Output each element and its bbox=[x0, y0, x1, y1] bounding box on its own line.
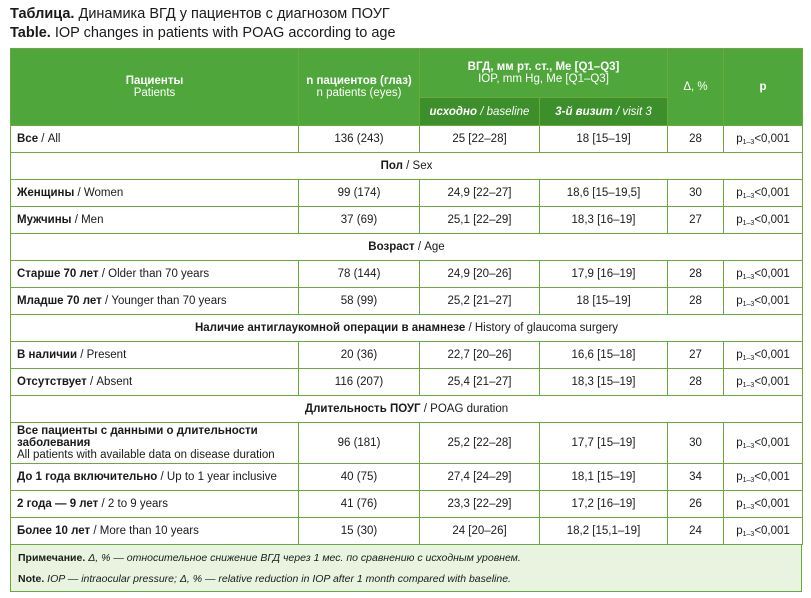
cell-delta: 30 bbox=[668, 180, 724, 207]
header-p: p bbox=[724, 49, 803, 126]
note-ru: Примечание. Δ, % — относительное снижение ВГД через 1 мес. по сравнению с исходным уровнем. bbox=[18, 552, 521, 564]
table-row bbox=[11, 518, 803, 545]
cell-p: $p_{1-3}<0,001$ bbox=[724, 369, 803, 396]
section-row bbox=[11, 315, 803, 342]
row-label: Старше 70 лет / Older than 70 years bbox=[11, 261, 299, 288]
header-n: n пациентов (глаз) n patients (eyes) bbox=[299, 49, 420, 126]
title-en: Table. IOP changes in patients with POAG according to age bbox=[10, 25, 396, 41]
table-row bbox=[11, 207, 803, 234]
cell-p: $p_{1-3}<0,001$ bbox=[724, 464, 803, 491]
table-row bbox=[11, 261, 803, 288]
cell-baseline: 24,9 [20–26] bbox=[420, 261, 540, 288]
header-iop: ВГД, мм рт. ст., Me [Q1–Q3] IOP, mm Hg, Me [Q1–Q3] bbox=[420, 49, 668, 98]
section-row bbox=[11, 234, 803, 261]
cell-p: $p_{1-3}<0,001$ bbox=[724, 518, 803, 545]
cell-visit3: 18 [15–19] bbox=[540, 288, 668, 315]
table-body bbox=[11, 126, 803, 545]
cell-p: $p_{1-3}<0,001$ bbox=[724, 261, 803, 288]
cell-n: 37 (69) bbox=[299, 207, 420, 234]
cell-baseline: 25,2 [22–28] bbox=[420, 423, 540, 464]
cell-p: $p_{1-3}<0,001$ bbox=[724, 423, 803, 464]
row-label: Отсутствует / Absent bbox=[11, 369, 299, 396]
row-label: Более 10 лет / More than 10 years bbox=[11, 518, 299, 545]
cell-p: $p_{1-3}<0,001$ bbox=[724, 126, 803, 153]
cell-visit3: 18,1 [15–19] bbox=[540, 464, 668, 491]
row-label: Все пациенты с данными о длительности заболевания All patients with available data on disease duration bbox=[11, 423, 299, 464]
cell-delta: 28 bbox=[668, 261, 724, 288]
cell-n: 40 (75) bbox=[299, 464, 420, 491]
cell-visit3: 17,7 [15–19] bbox=[540, 423, 668, 464]
cell-n: 96 (181) bbox=[299, 423, 420, 464]
cell-delta: 28 bbox=[668, 288, 724, 315]
table-row bbox=[11, 423, 803, 464]
cell-baseline: 25,2 [21–27] bbox=[420, 288, 540, 315]
row-label: Младше 70 лет / Younger than 70 years bbox=[11, 288, 299, 315]
row-label: Мужчины / Men bbox=[11, 207, 299, 234]
header-patients: Пациенты Patients bbox=[11, 49, 299, 126]
cell-delta: 30 bbox=[668, 423, 724, 464]
cell-p: $p_{1-3}<0,001$ bbox=[724, 180, 803, 207]
section-row bbox=[11, 153, 803, 180]
cell-baseline: 24 [20–26] bbox=[420, 518, 540, 545]
cell-visit3: 18 [15–19] bbox=[540, 126, 668, 153]
section-label: Наличие антиглаукомной операции в анамнезе / History of glaucoma surgery bbox=[11, 315, 803, 342]
cell-baseline: 25,1 [22–29] bbox=[420, 207, 540, 234]
row-label: До 1 года включительно / Up to 1 year inclusive bbox=[11, 464, 299, 491]
section-row bbox=[11, 396, 803, 423]
cell-p: $p_{1-3}<0,001$ bbox=[724, 491, 803, 518]
cell-delta: 34 bbox=[668, 464, 724, 491]
cell-n: 20 (36) bbox=[299, 342, 420, 369]
iop-table bbox=[10, 48, 803, 545]
cell-delta: 26 bbox=[668, 491, 724, 518]
cell-baseline: 24,9 [22–27] bbox=[420, 180, 540, 207]
cell-visit3: 16,6 [15–18] bbox=[540, 342, 668, 369]
table-row bbox=[11, 126, 803, 153]
cell-baseline: 23,3 [22–29] bbox=[420, 491, 540, 518]
header-row bbox=[11, 49, 803, 98]
cell-baseline: 25 [22–28] bbox=[420, 126, 540, 153]
cell-visit3: 18,6 [15–19,5] bbox=[540, 180, 668, 207]
section-label: Длительность ПОУГ / POAG duration bbox=[11, 396, 803, 423]
cell-visit3: 17,2 [16–19] bbox=[540, 491, 668, 518]
header-baseline: исходно / baseline bbox=[420, 98, 540, 126]
header-visit3: 3-й визит / visit 3 bbox=[540, 98, 668, 126]
cell-n: 41 (76) bbox=[299, 491, 420, 518]
cell-baseline: 27,4 [24–29] bbox=[420, 464, 540, 491]
cell-visit3: 18,3 [15–19] bbox=[540, 369, 668, 396]
table-row bbox=[11, 288, 803, 315]
cell-baseline: 22,7 [20–26] bbox=[420, 342, 540, 369]
section-label: Пол / Sex bbox=[11, 153, 803, 180]
table-row bbox=[11, 180, 803, 207]
row-label: Все / All bbox=[11, 126, 299, 153]
cell-visit3: 17,9 [16–19] bbox=[540, 261, 668, 288]
cell-baseline: 25,4 [21–27] bbox=[420, 369, 540, 396]
table-row bbox=[11, 369, 803, 396]
section-label: Возраст / Age bbox=[11, 234, 803, 261]
table-notes bbox=[18, 548, 521, 590]
note-en: Note. IOP — intraocular pressure; Δ, % — relative reduction in IOP after 1 month compared with baseline. bbox=[18, 573, 511, 585]
cell-n: 116 (207) bbox=[299, 369, 420, 396]
cell-n: 99 (174) bbox=[299, 180, 420, 207]
table-row bbox=[11, 491, 803, 518]
cell-p: $p_{1-3}<0,001$ bbox=[724, 342, 803, 369]
table-row bbox=[11, 464, 803, 491]
cell-delta: 28 bbox=[668, 369, 724, 396]
cell-visit3: 18,3 [16–19] bbox=[540, 207, 668, 234]
cell-p: $p_{1-3}<0,001$ bbox=[724, 288, 803, 315]
cell-delta: 27 bbox=[668, 342, 724, 369]
row-label: 2 года — 9 лет / 2 to 9 years bbox=[11, 491, 299, 518]
cell-delta: 24 bbox=[668, 518, 724, 545]
title-ru: Таблица. Динамика ВГД у пациентов с диагнозом ПОУГ bbox=[10, 6, 390, 22]
cell-n: 136 (243) bbox=[299, 126, 420, 153]
cell-delta: 27 bbox=[668, 207, 724, 234]
cell-p: $p_{1-3}<0,001$ bbox=[724, 207, 803, 234]
row-label: В наличии / Present bbox=[11, 342, 299, 369]
cell-n: 58 (99) bbox=[299, 288, 420, 315]
cell-visit3: 18,2 [15,1–19] bbox=[540, 518, 668, 545]
header-delta: Δ, % bbox=[668, 49, 724, 126]
row-label: Женщины / Women bbox=[11, 180, 299, 207]
cell-n: 78 (144) bbox=[299, 261, 420, 288]
cell-n: 15 (30) bbox=[299, 518, 420, 545]
table-title bbox=[10, 5, 396, 43]
cell-delta: 28 bbox=[668, 126, 724, 153]
table-row bbox=[11, 342, 803, 369]
